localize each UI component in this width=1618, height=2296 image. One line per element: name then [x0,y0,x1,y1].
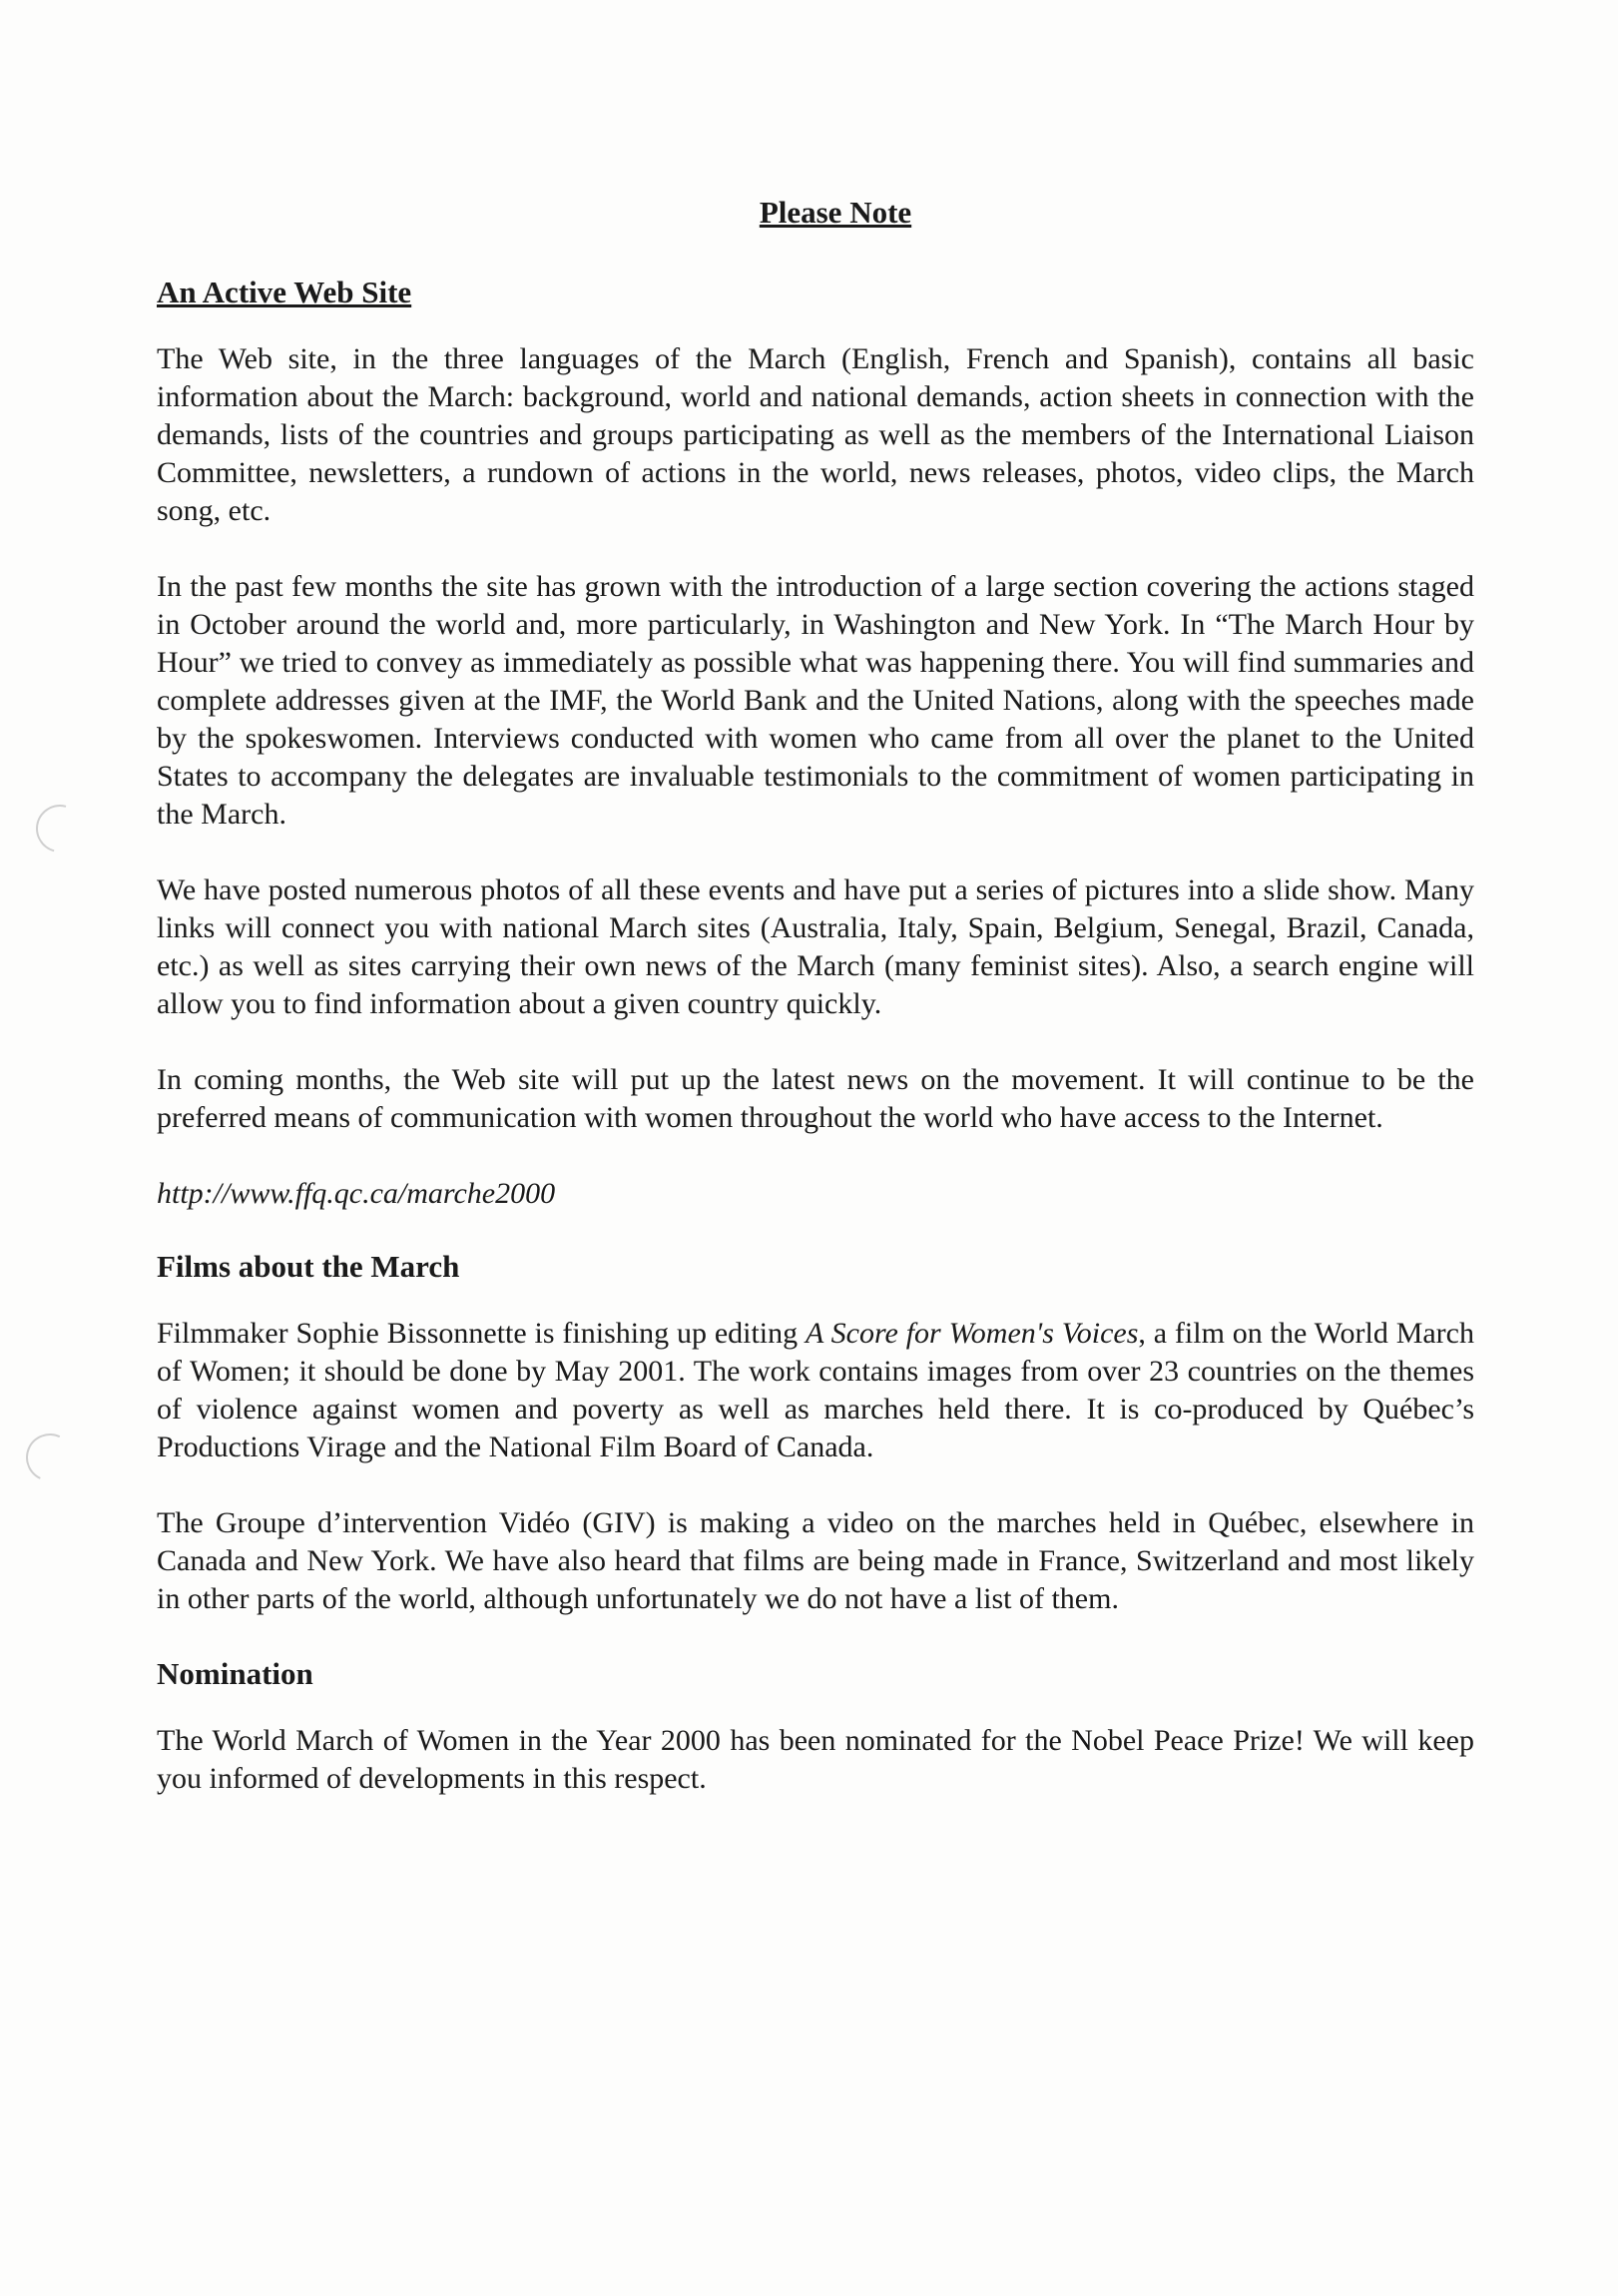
paragraph-text: Filmmaker Sophie Bissonnette is finishing up editing [157,1317,806,1350]
paragraph: We have posted numerous photos of all these events and have put a series of pictures into a slide show. Many links will connect you with national March sites (Australia, Italy, Spain, Belgium, Senegal, Brazil, Canada, etc.) as well as sites carrying their own news of the March (many feminist sites). Also, a search engine will allow you to find information about a given country quickly. [157,873,1474,1020]
section-heading: Nomination [157,1656,313,1691]
paragraph: The World March of Women in the Year 2000 has been nominated for the Nobel Peace Prize! We will keep you informed of developments in this respect. [157,1724,1474,1795]
section-heading: Films about the March [157,1249,460,1284]
paragraph: In the past few months the site has grown with the introduction of a large section covering the actions staged in October around the world and, more particularly, in Washington and New York. In “The March Hour by Hour” we tried to convey as immediately as possible what was happening there. You will find summaries and complete addresses given at the IMF, the World Bank and the United Nations, along with the speeches made by the spokeswomen. Interviews conducted with women who came from all over the planet to the United States to accompany the delegates are invaluable testimonials to the commitment of women participating in the March. [157,570,1474,831]
section-films [157,1249,1474,1618]
paragraph: In coming months, the Web site will put up the latest news on the movement. It will continue to be the preferred means of communication with women throughout the world who have access to the Internet. [157,1063,1474,1134]
section-web-site [157,275,1474,1213]
page-title: Please Note [759,195,912,230]
paragraph [157,1315,1474,1466]
film-title: A Score for Women's Voices [806,1317,1139,1350]
paragraph-text: , a film on the World March of Women; it should be done by May 2001. The work contains images from over 23 countries on the themes of violence against women and poverty as well as marches held there. It is co-produced by Québec’s Productions Virage and the National Film Board of Canada. [157,1317,1474,1463]
punch-hole-mark [19,1427,81,1488]
document-body [157,195,1474,1836]
web-site-url: http://www.ffq.qc.ca/marche2000 [157,1177,556,1210]
section-heading: An Active Web Site [157,275,412,309]
section-nomination [157,1656,1474,1798]
paragraph: The Web site, in the three languages of the March (English, French and Spanish), contains all basic information about the March: background, world and national demands, action sheets in connection with the demands, lists of the countries and groups participating as well as the members of the International Liaison Committee, newsletters, a rundown of actions in the world, news releases, photos, video clips, the March song, etc. [157,342,1474,527]
punch-hole-mark [27,796,93,861]
paragraph: The Groupe d’intervention Vidéo (GIV) is making a video on the marches held in Québec, elsewhere in Canada and New York. We have also heard that films are being made in France, Switzerland and most likely in other parts of the world, although unfortunately we do not have a list of them. [157,1506,1474,1615]
